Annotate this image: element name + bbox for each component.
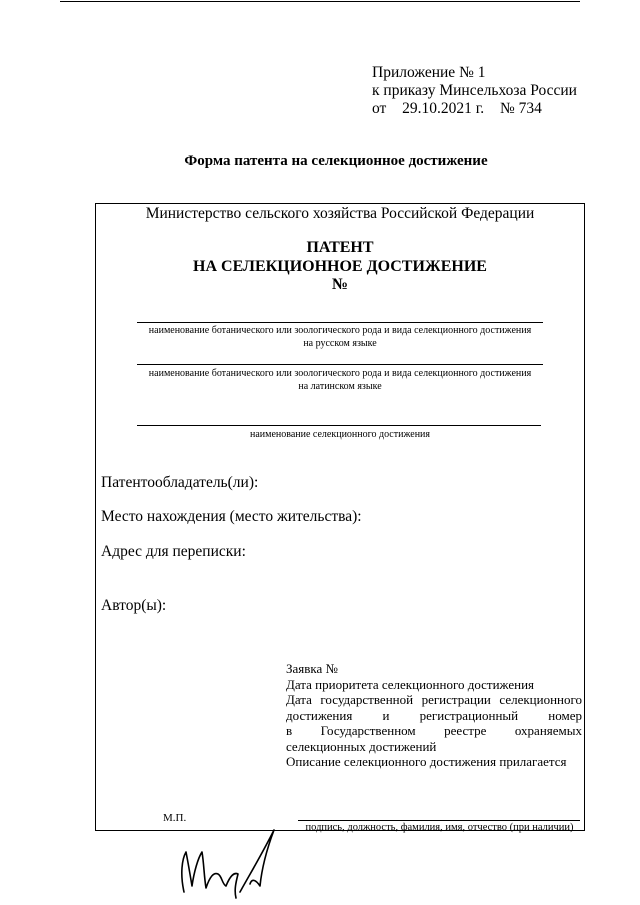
registration-date-4: селекционных достижений — [286, 738, 437, 754]
signature-caption: подпись, должность, фамилия, имя, отчество (при наличии) — [305, 822, 574, 833]
registration-date-2: достижения и регистрационный номер — [286, 707, 582, 723]
stamp-place: М.П. — [163, 812, 187, 824]
annex-block — [372, 64, 577, 118]
holder-label: Патентообладатель(ли): — [101, 474, 259, 491]
header-rule — [60, 1, 580, 2]
genus-ru-line — [137, 322, 543, 323]
patent-subtitle: НА СЕЛЕКЦИОННОЕ ДОСТИЖЕНИЕ — [193, 258, 487, 275]
authors-label: Автор(ы): — [101, 597, 167, 614]
application-number: Заявка № — [286, 661, 338, 676]
registration-date-1: Дата государственной регистрации селекционного — [286, 692, 582, 707]
form-title: Форма патента на селекционное достижение — [184, 153, 488, 169]
priority-date: Дата приоритета селекционного достижения — [286, 676, 535, 692]
location-label: Место нахождения (место жительства): — [101, 508, 362, 525]
achievement-name-line — [137, 425, 541, 426]
signature-line — [298, 820, 580, 821]
annex-date-line — [372, 100, 577, 118]
handwritten-signature — [170, 814, 280, 904]
annex-date-prefix: от — [372, 100, 387, 117]
genus-ru-caption: наименование ботанического или зоологического рода и вида селекционного достижения на русском языке — [148, 325, 532, 349]
application-block — [286, 661, 582, 770]
patent-number-sign: № — [331, 276, 349, 293]
registration-date-3: в Государственном реестре охраняемых — [286, 723, 582, 738]
ministry-name: Министерство сельского хозяйства Российской Федерации — [145, 205, 535, 222]
annex-number: 734 — [518, 100, 542, 117]
achievement-name-caption: наименование селекционного достижения — [250, 429, 430, 440]
annex-title: Приложение № 1 — [372, 64, 486, 81]
genus-lat-line — [137, 364, 543, 365]
annex-order: к приказу Минсельхоза России — [372, 82, 577, 99]
address-label: Адрес для переписки: — [101, 543, 246, 560]
patent-title: ПАТЕНТ — [306, 239, 374, 256]
annex-date: 29.10.2021 г. — [402, 100, 485, 117]
genus-lat-caption: наименование ботанического или зоологического рода и вида селекционного достижения на латинском языке — [148, 368, 532, 392]
annex-number-sign: № — [499, 100, 515, 117]
description-note: Описание селекционного достижения прилагается — [286, 754, 567, 769]
